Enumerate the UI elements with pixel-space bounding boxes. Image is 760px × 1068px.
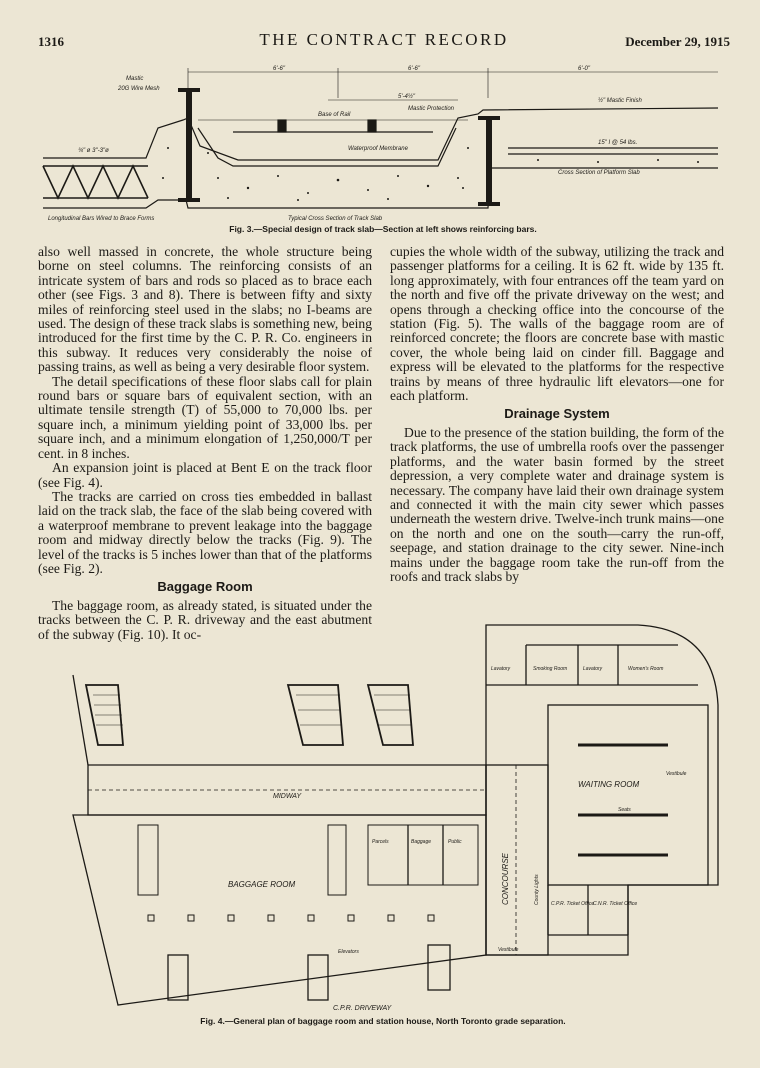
fig3-label: Longitudinal Bars Wired to Brace Forms bbox=[48, 216, 155, 222]
room-label: Vestibule bbox=[498, 947, 519, 953]
section-heading-baggage: Baggage Room bbox=[157, 579, 253, 595]
journal-title: THE CONTRACT RECORD bbox=[259, 30, 509, 49]
issue-date: December 29, 1915 bbox=[625, 34, 730, 49]
room-label: Baggage bbox=[411, 839, 432, 845]
right-column bbox=[390, 245, 724, 584]
room-label: Parcels bbox=[372, 839, 389, 845]
fig3-label: Mastic Protection bbox=[408, 106, 455, 112]
room-label: C.N.R. Ticket Office bbox=[593, 901, 638, 907]
room-label: Lavatory bbox=[583, 666, 603, 672]
fig3-label: Cross Section of Platform Slab bbox=[558, 170, 640, 176]
paragraph: also well massed in concrete, the whole structure being borne on steel columns. The reinforcing consists of an intricate system of bars and rods so placed as to brace each other (see Figs. 3 and 8). There is between fifty and sixty miles of reinforcing steel used in the slabs; no I-beams are used. The design of these track slabs is something new, being introduced for the first time by the C. P. R. Co. engineers in this subway. It reduces very considerably the noise of passing trains, as well as being a very desirable floor system. bbox=[38, 244, 372, 375]
figure-4-caption: Fig. 4.—General plan of baggage room and station house, North Toronto grade separation. bbox=[200, 1016, 566, 1026]
midway-label: MIDWAY bbox=[273, 793, 302, 800]
room-label: Elevators bbox=[338, 949, 359, 955]
fig3-label: Typical Cross Section of Track Slab bbox=[288, 216, 383, 222]
fig3-label: ¾" ø 3"-3"ø bbox=[78, 148, 109, 154]
paragraph: An expansion joint is placed at Bent E on the track floor (see Fig. 4). bbox=[38, 460, 372, 490]
baggage-room-label: BAGGAGE ROOM bbox=[228, 880, 296, 889]
room-label: Public bbox=[448, 839, 462, 845]
figure-3-drawing bbox=[38, 58, 728, 226]
paragraph: Due to the presence of the station building, the form of the track platforms, the use of umbrella roofs over the passenger platforms, and the water basin formed by the street depression, a very complete water and drainage system is necessary. The company have laid their own drainage system and connected it with the main city sewer which passes underneath the western drive. Twelve-inch trunk mains—one on the north and one on the south—carry the run-off, seepage, and station drainage to the city sewer. Nine-inch mains under the baggage room take the run-off from the roofs and track slabs by bbox=[390, 424, 724, 584]
page-header bbox=[38, 30, 730, 52]
fig3-label: Waterproof Membrane bbox=[348, 146, 408, 152]
room-label: Women's Room bbox=[628, 666, 664, 672]
room-label: Smoking Room bbox=[533, 666, 568, 672]
paragraph: The detail specifications of these floor slabs call for plain round bars or square bars of equivalent section, with an ultimate tensile strength (T) of 55,000 to 70,000 lbs. per square inch, a minimum yielding point of 33,000 lbs. per square inch, and a minimum elongation of 1,250,000/T per cent. in 8 inches. bbox=[38, 373, 372, 461]
left-column bbox=[38, 245, 372, 642]
page-number: 1316 bbox=[38, 34, 64, 49]
section-heading-drainage: Drainage System bbox=[504, 406, 610, 422]
dim-label: 6'-0" bbox=[578, 66, 590, 72]
room-label: Vestibule bbox=[666, 771, 687, 777]
paragraph: The tracks are carried on cross ties embedded in ballast laid on the track slab, the face of the slab being covered with a waterproof membrane to prevent leakage into the baggage room and midway directly below the tracks (Fig. 9). The level of the tracks is 5 inches lower than that of the platforms (see Fig. 2). bbox=[38, 488, 372, 576]
concourse-label: CONCOURSE bbox=[501, 852, 510, 905]
fig3-label: ½" Mastic Finish bbox=[598, 98, 642, 104]
room-label: County Lights bbox=[534, 874, 540, 905]
dim-label: 6'-6" bbox=[273, 66, 285, 72]
dim-label: 5'-4½" bbox=[398, 94, 415, 100]
room-label: Lavatory bbox=[491, 666, 511, 672]
driveway-label: C.P.R. DRIVEWAY bbox=[333, 1005, 392, 1012]
figure-3-caption: Fig. 3.—Special design of track slab—Section at left shows reinforcing bars. bbox=[229, 224, 537, 234]
dim-label: 6'-6" bbox=[408, 66, 420, 72]
waiting-room-label: WAITING ROOM bbox=[578, 780, 640, 789]
fig3-label: Base of Rail bbox=[318, 112, 351, 118]
fig3-label: Mastic bbox=[126, 76, 144, 82]
fig3-label: 15" I @ 54 lbs. bbox=[598, 140, 638, 146]
fig3-label: 20G Wire Mesh bbox=[118, 86, 160, 92]
paragraph: cupies the whole width of the subway, utilizing the track and passenger platforms for a ceiling. It is 62 ft. wide by 135 ft. long approximately, with four entrances off the team yard on the north and five off the private driveway on the west; and opens through a checking office into the concourse of the station (Fig. 5). The walls of the baggage room are of reinforced concrete; the floors are concrete base with mastic cover, the whole being laid on cinder fill. Baggage and express will be elevated to the platforms for the respective trains by means of three hydraulic lift elevators—one for each platform. bbox=[390, 244, 724, 404]
paragraph: The baggage room, as already stated, is situated under the tracks between the C. P. R. driveway and the east abutment of the subway (Fig. 10). It oc- bbox=[38, 597, 372, 642]
room-label: C.P.R. Ticket Office bbox=[551, 901, 595, 907]
room-label: Seats bbox=[618, 807, 631, 813]
figure-4-drawing bbox=[38, 615, 728, 1015]
